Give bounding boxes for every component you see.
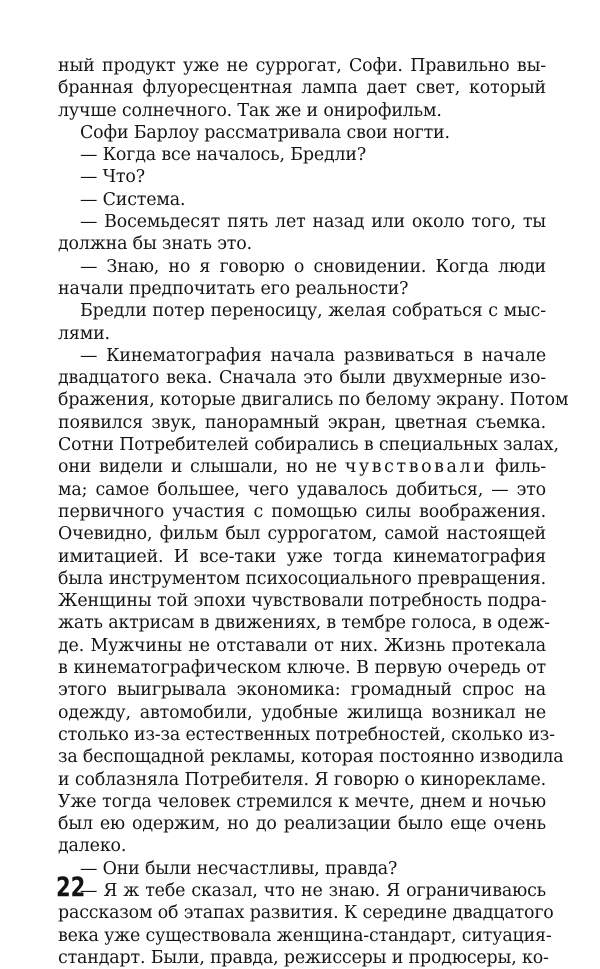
text-line: появился звук, панорамный экран, цветная съемка.: [58, 412, 546, 433]
text-line: этого выигрывала экономика: громадный спрос на: [58, 680, 546, 701]
text-line: в кинематографическом ключе. В первую очередь от: [58, 658, 546, 679]
text-line: имитацией. И все-таки уже тогда кинематография: [58, 546, 546, 567]
text-line: столько из-за естественных потребностей, сколько из-: [58, 724, 555, 745]
text-line: первичного участия с помощью силы воображения.: [58, 501, 546, 522]
text-line: далеко.: [58, 836, 127, 857]
text-line: Сотни Потребителей собирались в специальных залах,: [58, 435, 559, 456]
text-line: Софи Барлоу рассматривала свои ногти.: [80, 122, 450, 143]
text-line: одежду, автомобили, удобные жилища возникал не: [58, 702, 546, 723]
text-line: — Что?: [80, 167, 145, 188]
text-line: — Кинематография начала развиваться в начале: [80, 345, 546, 366]
text-line: начали предпочитать его реальности?: [58, 278, 409, 299]
text-line: Уже тогда человек стремился к мечте, днем и ночью: [58, 791, 546, 812]
text-line: бражения, которые двигались по белому экрану. Потом: [58, 390, 569, 411]
text-line: была инструментом психосоциального превращения.: [58, 568, 546, 589]
text-line: Женщины той эпохи чувствовали потребность подра-: [58, 591, 547, 612]
text-line: стандарт. Были, правда, режиссеры и продюсеры, ко-: [58, 947, 549, 968]
text-line: за беспощадной рекламы, которая постоянно изводила: [58, 747, 564, 768]
text-line: — Восемьдесят пять лет назад или около того, ты: [80, 212, 546, 233]
text-line: — Система.: [80, 189, 186, 210]
text-line: — Когда все началось, Бредли?: [80, 145, 367, 166]
emphasized-word: чувствовали: [344, 457, 488, 478]
text-fragment: филь-: [487, 457, 546, 478]
text-line: — Они были несчастливы, правда?: [80, 858, 398, 879]
text-line: — Я ж тебе сказал, что не знаю. Я ограничиваюсь: [80, 880, 546, 901]
body-text: [58, 55, 569, 969]
text-line: должна бы знать это.: [58, 234, 252, 255]
text-line: и соблазняла Потребителя. Я говорю о кинорекламе.: [58, 769, 546, 790]
text-line: двадцатого века. Сначала это были двухмерные изо-: [58, 368, 546, 389]
text-line: лями.: [58, 323, 110, 344]
text-line: бранная флуоресцентная лампа дает свет, который: [58, 78, 546, 99]
text-line: ный продукт уже не суррогат, Софи. Правильно вы-: [58, 56, 546, 76]
text-line: ма; самое большее, чего удавалось добиться, — это: [58, 479, 546, 500]
text-line: века уже существовала женщина-стандарт, ситуация-: [58, 925, 552, 946]
text-line: [58, 456, 546, 478]
text-line: Очевидно, фильм был суррогатом, самой настоящей: [58, 524, 546, 545]
text-line: рассказом об этапах развития. К середине двадцатого: [58, 903, 554, 924]
text-line: лучше солнечного. Так же и онирофильм.: [58, 100, 442, 121]
text-line: Бредли потер переносицу, желая собраться с мыс-: [80, 301, 546, 322]
text-line: был ею одержим, но до реализации было еще очень: [58, 814, 546, 835]
page-number: 22: [56, 872, 86, 903]
text-line: — Знаю, но я говорю о сновидении. Когда люди: [80, 256, 546, 277]
text-line: де. Мужчины не отставали от них. Жизнь протекала: [58, 635, 546, 656]
text-line: жать актрисам в движениях, в тембре голоса, в одеж-: [58, 613, 550, 634]
text-fragment: они видели и слышали, но не: [58, 457, 345, 478]
